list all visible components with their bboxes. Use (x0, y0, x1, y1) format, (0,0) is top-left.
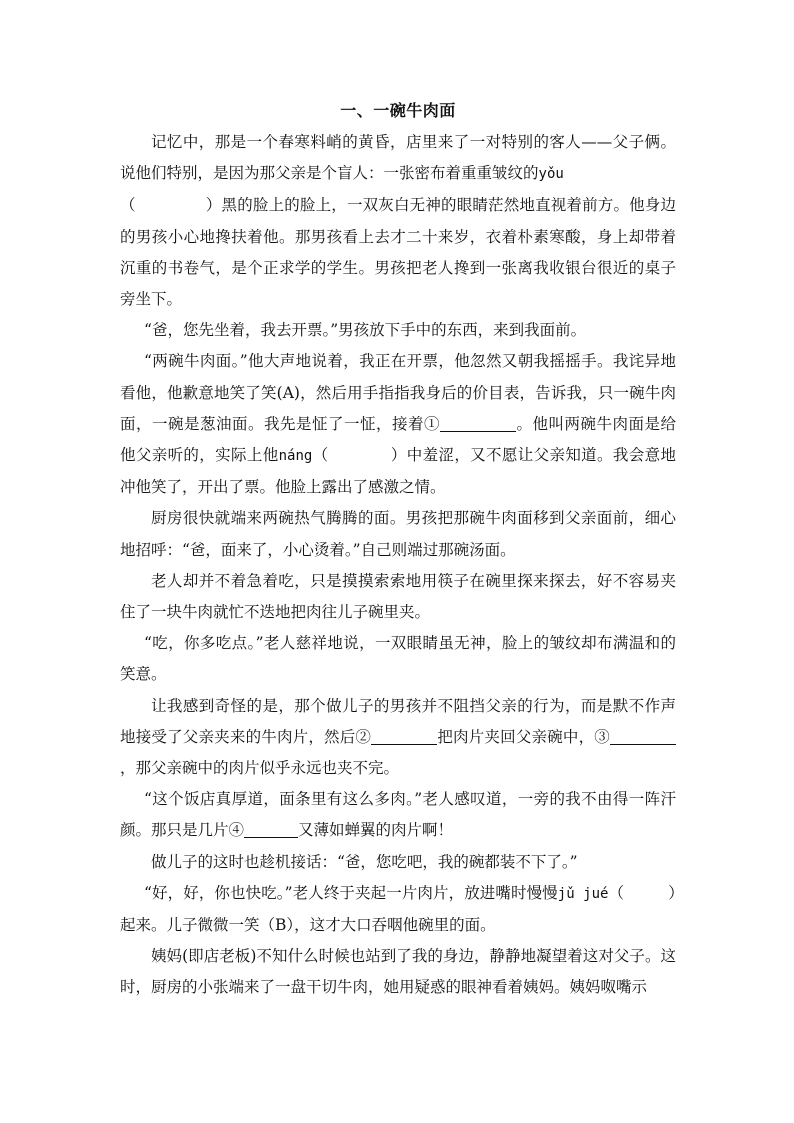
page-title: 一、一碗牛肉面 (340, 101, 456, 120)
paragraph-3-text-c: （ (312, 446, 329, 465)
paragraph-10-text-c: ）起来。儿子微微一笑（B），这才大口吞咽他碗里的面。 (120, 883, 676, 935)
paragraph-10-text-b: （ (608, 883, 625, 902)
paragraph-8 (120, 784, 676, 846)
pinyin-nang: náng (278, 448, 313, 465)
paragraph-3-text-b: 。他叫两碗牛肉面是给他父亲听的，实际上他 (120, 414, 676, 465)
paragraph-5: 老人却并不着急着吃，只是摸摸索索地用筷子在碗里探来探去，好不容易夹住了一块牛肉就忙不迭地把肉往儿子碗里夹。 (120, 571, 676, 622)
fill-blank-4 (244, 819, 298, 838)
paragraph-10-text-a: “好，好，你也快吃。”老人终于夹起一片肉片，放进嘴时慢慢 (144, 883, 558, 902)
fill-blank-1 (440, 413, 516, 432)
fill-blank-2 (371, 726, 437, 745)
paragraph-9: 做儿子的这时也趁机接话：“爸，您吃吧，我的碗都装不下了。” (151, 852, 578, 871)
paragraph-3 (120, 346, 676, 503)
document-page (120, 96, 676, 1004)
paragraph-8-text-a: “这个饭店真厚道，面条里有这么多肉。”老人感叹道，一旁的我不由得一阵汗颜。那只是几片④ (120, 790, 676, 840)
paragraph-8-text-b: 又薄如蝉翼的肉片啊！ (298, 821, 454, 840)
pinyin-ju-jue: jǔ jué (557, 885, 609, 902)
paragraph-10 (120, 878, 676, 941)
paragraph-7-text-b: 把肉片夹回父亲碗中，③ (437, 727, 610, 746)
paragraph-7 (120, 691, 676, 785)
paragraph-7-text-a: 让我感到奇怪的是，那个做儿子的男孩并不阻挡父亲的行为，而是默不作声地接受了父亲夹来的牛肉片，然后② (120, 696, 676, 746)
paragraph-2: “爸，您先坐着，我去开票。”男孩放下手中的东西，来到我面前。 (144, 321, 587, 340)
paragraph-3-text-a: “两碗牛肉面。”他大声地说着，我正在开票，他忽然又朝我摇摇手。我诧异地看他，他歉意地笑了笑(A)，然后用手指指我身后的价目表，告诉我，只一碗牛肉面，一碗是葱油面。我先是怔了一怔，接着① (120, 352, 676, 433)
fill-blank-3 (610, 726, 676, 745)
paragraph-3-text-d: ）中羞涩，又不愿让父亲知道。我会意地冲他笑了，开出了票。他脸上露出了感激之情。 (120, 446, 676, 497)
paragraph-4: 厨房很快就端来两碗热气腾腾的面。男孩把那碗牛肉面移到父亲面前，细心地招呼：“爸，面来了，小心烫着。”自己则端过那碗汤面。 (120, 509, 676, 559)
paragraph-6: “吃，你多吃点。”老人慈祥地说，一双眼睛虽无神，脸上的皱纹却布满温和的笑意。 (120, 634, 676, 684)
paragraph-11: 姨妈(即店老板)不知什么时候也站到了我的身边，静静地凝望着这对父子。这时，厨房的小张端来了一盘干切牛肉，她用疑惑的眼神看着姨妈。姨妈呶嘴示 (120, 947, 676, 997)
paragraph-1-text-b: （ (120, 196, 136, 215)
paragraph-1 (120, 127, 676, 315)
paragraph-1-text-a: 记忆中，那是一个春寒料峭的黄昏，店里来了一对特别的客人——父子俩。说他们特别，是因为那父亲是个盲人：一张密布着重重皱纹的 (120, 133, 676, 183)
paragraph-7-text-c: ，那父亲碗中的肉片似乎永远也夹不完。 (120, 759, 400, 778)
pinyin-you: yǒu (538, 166, 564, 183)
paragraph-1-text-c: ）黑的脸上的脸上，一双灰白无神的眼睛茫然地直视着前方。他身边的男孩小心地搀扶着他。那男孩看上去才二十来岁，衣着朴素寒酸，身上却带着沉重的书卷气，是个正求学的学生。男孩把老人搀到一张离我收银台很近的桌子旁坐下。 (120, 196, 676, 309)
